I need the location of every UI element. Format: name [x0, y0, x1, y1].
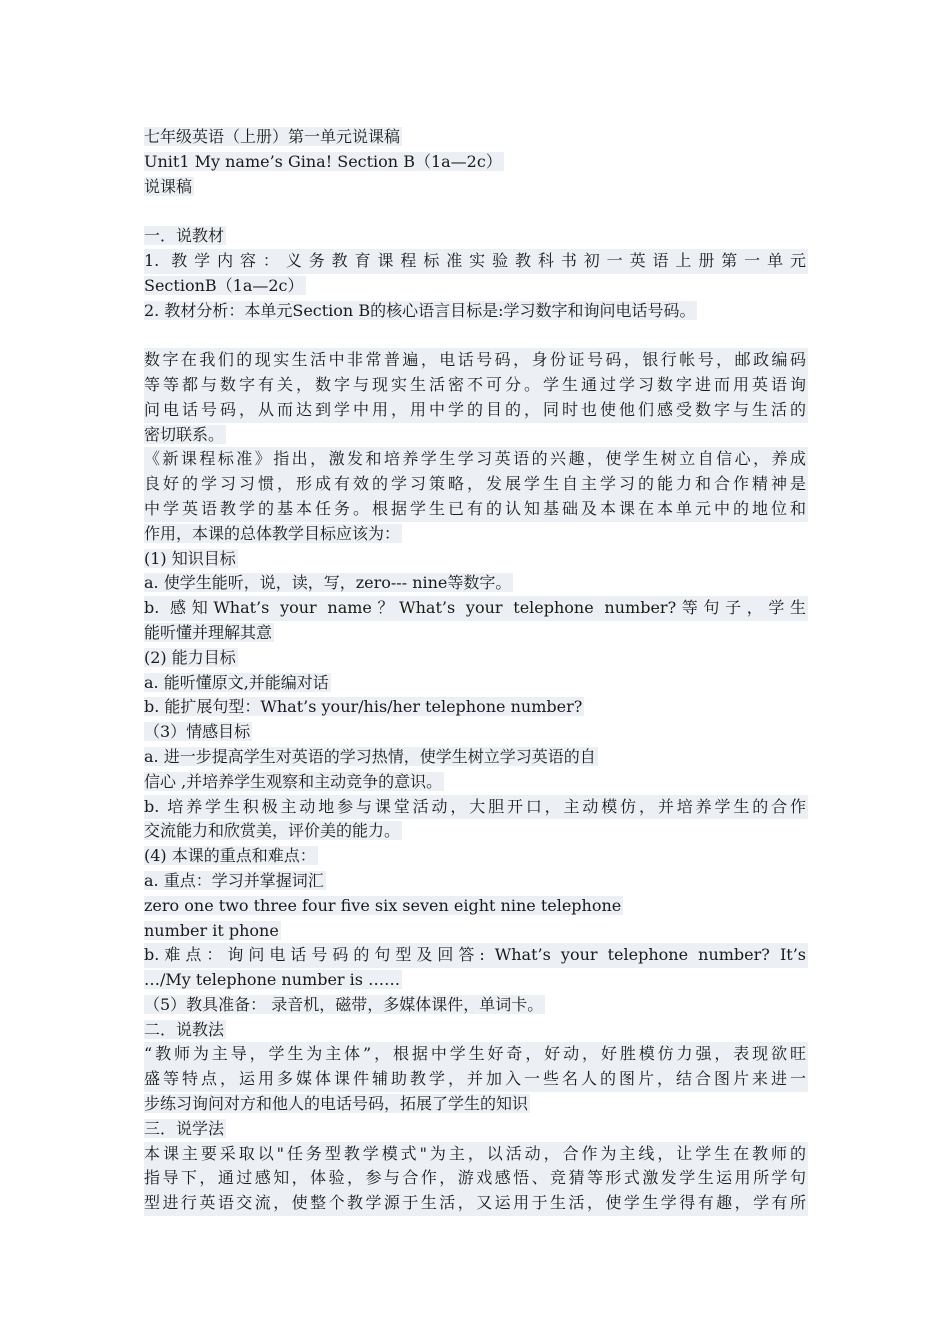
line-text: 《新课程标准》指出，激发和培养学生学习英语的兴趣，使学生树立自信心，养成	[144, 447, 808, 472]
line-text: 1. 教学内容：义务教育课程标准实验教科书初一英语上册第一单元	[144, 249, 808, 274]
text-line	[144, 1142, 808, 1167]
text-line	[144, 522, 808, 547]
line-text: (2) 能力目标	[144, 647, 236, 667]
text-line	[144, 720, 808, 745]
line-text: （3）情感目标	[144, 722, 251, 742]
text-line	[144, 1018, 808, 1043]
line-text: number it phone	[144, 920, 279, 940]
text-line	[144, 497, 808, 522]
text-line	[144, 795, 808, 820]
text-line	[144, 695, 808, 720]
line-text: 问电话号码，从而达到学中用，用中学的目的，同时也使他们感受数字与生活的	[144, 398, 808, 423]
text-line	[144, 646, 808, 671]
line-text: (1) 知识目标	[144, 548, 236, 568]
line-text: 三．说学法	[144, 1118, 225, 1138]
line-text: a. 使学生能听，说，读，写，zero--- nine等数字。	[144, 573, 512, 593]
line-text: 七年级英语（上册）第一单元说课稿	[144, 127, 401, 146]
text-line	[144, 224, 808, 249]
text-line	[144, 571, 808, 596]
line-text: b. 感知What’s your name？What’s your telephone number?等句子，学生	[144, 596, 808, 621]
text-line	[144, 919, 808, 944]
line-text: a. 重点：学习并掌握词汇	[144, 870, 324, 890]
text-line	[144, 671, 808, 696]
line-text: 信心 ,并培养学生观察和主动竞争的意识。	[144, 771, 443, 791]
text-line	[144, 547, 808, 572]
line-text: 本课主要采取以"任务型教学模式"为主，以活动，合作为主线，让学生在教师的	[144, 1142, 808, 1167]
line-text: (4) 本课的重点和难点：	[144, 846, 316, 866]
text-line	[144, 348, 808, 373]
line-text: （5）教具准备： 录音机，磁带，多媒体课件，单词卡。	[144, 994, 544, 1014]
text-line	[144, 621, 808, 646]
text-line	[144, 175, 808, 200]
line-text: 密切联系。	[144, 424, 225, 444]
text-line	[144, 1092, 808, 1117]
blank-line	[144, 199, 808, 224]
line-text: 中学英语教学的基本任务。根据学生已有的认知基础及本课在本单元中的地位和	[144, 497, 808, 522]
text-line	[144, 398, 808, 423]
line-text: 一．说教材	[144, 226, 225, 246]
line-text: 良好的学习习惯，形成有效的学习策略，发展学生自主学习的能力和合作精神是	[144, 472, 808, 497]
line-text: Unit1 My name’s Gina! Section B（1a—2c）	[144, 151, 502, 171]
line-text: 作用，本课的总体教学目标应该为：	[144, 523, 401, 543]
text-line	[144, 423, 808, 448]
line-text: 步练习询问对方和他人的电话号码，拓展了学生的知识	[144, 1094, 529, 1114]
line-text: 型进行英语交流，使整个教学源于生活，又运用于生活，使学生学得有趣，学有所	[144, 1191, 808, 1216]
line-text: 能听懂并理解其意	[144, 622, 273, 642]
text-line	[144, 943, 808, 968]
line-text: zero one two three four five six seven eight nine telephone	[144, 895, 622, 915]
text-line	[144, 1191, 808, 1216]
text-line	[144, 968, 808, 993]
line-text: 指导下，通过感知，体验，参与合作，游戏感悟、竞猜等形式激发学生运用所学句	[144, 1166, 808, 1191]
document-body	[144, 125, 808, 1216]
text-line	[144, 844, 808, 869]
blank-line	[144, 323, 808, 348]
text-line	[144, 819, 808, 844]
line-text: …/My telephone number is ……	[144, 970, 401, 990]
text-line	[144, 894, 808, 919]
text-line	[144, 373, 808, 398]
line-text: b.难点：询问电话号码的句型及回答: What’s your telephone number? It’s	[144, 943, 808, 968]
text-line	[144, 299, 808, 324]
line-text: 2. 教材分析：本单元Section B的核心语言目标是:学习数字和询问电话号码。	[144, 300, 696, 320]
line-text: 数字在我们的现实生活中非常普遍，电话号码，身份证号码，银行帐号，邮政编码	[144, 348, 808, 373]
line-text: b. 培养学生积极主动地参与课堂活动，大胆开口，主动模仿，并培养学生的合作	[144, 795, 808, 820]
line-text: 盛等特点，运用多媒体课件辅助教学，并加入一些名人的图片，结合图片来进一	[144, 1067, 808, 1092]
line-text: a. 进一步提高学生对英语的学习热情，使学生树立学习英语的自	[144, 746, 596, 766]
line-text: SectionB（1a—2c）	[144, 275, 304, 295]
text-line	[144, 1117, 808, 1142]
text-line	[144, 770, 808, 795]
text-line	[144, 1166, 808, 1191]
line-text: “教师为主导，学生为主体”，根据中学生好奇，好动，好胜模仿力强，表现欲旺	[144, 1042, 808, 1067]
line-text: 等等都与数字有关，数字与现实生活密不可分。学生通过学习数字进而用英语询	[144, 373, 808, 398]
text-line	[144, 125, 808, 150]
text-line	[144, 1067, 808, 1092]
text-line	[144, 274, 808, 299]
text-line	[144, 1042, 808, 1067]
text-line	[144, 447, 808, 472]
text-line	[144, 869, 808, 894]
line-text: 说课稿	[144, 176, 193, 196]
text-line	[144, 249, 808, 274]
text-line	[144, 745, 808, 770]
line-text: 二．说教法	[144, 1019, 225, 1039]
text-line	[144, 596, 808, 621]
text-line	[144, 993, 808, 1018]
line-text: b. 能扩展句型：What’s your/his/her telephone number?	[144, 697, 583, 717]
text-line	[144, 472, 808, 497]
text-line	[144, 150, 808, 175]
line-text: a. 能听懂原文,并能编对话	[144, 672, 329, 692]
line-text: 交流能力和欣赏美，评价美的能力。	[144, 821, 401, 841]
